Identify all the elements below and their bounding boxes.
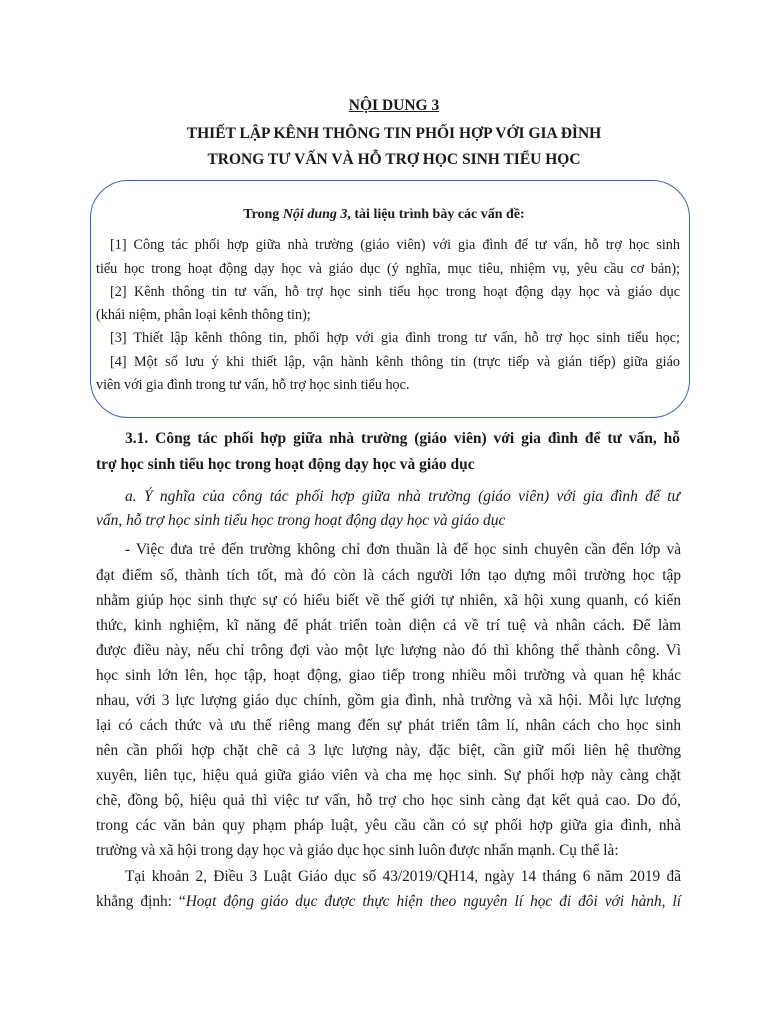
section-title-line-2: trợ học sinh tiểu học trong hoạt động dạy học và giáo dục (96, 456, 475, 473)
body-line: nên cần phối hợp chặt chẽ cả 3 lực lượng này, đặc biệt, cần giữ mối liên hệ thường (96, 742, 681, 759)
summary-line: viên với gia đình trong tư vấn, hỗ trợ học sinh tiểu học. (96, 377, 410, 393)
page-title-line-1: THIẾT LẬP KÊNH THÔNG TIN PHỐI HỢP VỚI GIA ĐÌNH (186, 125, 602, 142)
summary-line: [3] Thiết lập kênh thông tin, phối hợp với gia đình trong tư vấn, hỗ trợ học sinh tiểu học; (110, 330, 680, 346)
body-line: trong các văn bản quy phạm pháp luật, yêu cầu cần có sự phối hợp giữa gia đình, nhà (96, 817, 681, 834)
summary-intro-prefix: Trong (243, 207, 283, 222)
body-line: trường và xã hội trong dạy học và giáo dục học sinh luôn được nhấn mạnh. Cụ thể là: (96, 842, 619, 859)
body-line: thức, kinh nghiệm, kĩ năng để phát triển toàn diện cả về trí tuệ và nhân cách. Để làm (96, 617, 681, 634)
content-label: NỘI DUNG 3 (348, 97, 440, 114)
section-title-line-1: 3.1. Công tác phối hợp giữa nhà trường (giáo viên) với gia đình để tư vấn, hỗ (125, 430, 680, 447)
summary-line: [1] Công tác phối hợp giữa nhà trường (giáo viên) với gia đình để tư vấn, hỗ trợ học sinh (110, 237, 680, 253)
summary-line: tiểu học trong hoạt động dạy học và giáo dục (ý nghĩa, mục tiêu, nhiệm vụ, yêu cầu cơ bản); (96, 261, 680, 277)
summary-intro-suffix: , tài liệu trình bày các vấn đề: (347, 207, 525, 222)
subsection-title-line-1: a. Ý nghĩa của công tác phối hợp giữa nhà trường (giáo viên) với gia đình để tư (125, 488, 680, 505)
body-quote-prefix: khẳng định: “ (96, 893, 186, 910)
summary-intro-emph: Nội dung 3 (282, 207, 348, 222)
body-line: - Việc đưa trẻ đến trường không chỉ đơn thuần là để học sinh chuyên cần đến lớp và (125, 541, 681, 558)
summary-line: (khái niệm, phân loại kênh thông tin); (96, 307, 311, 323)
summary-intro (0, 207, 768, 223)
body-line: nhau, với 3 lực lượng giáo dục chính, gồm gia đình, nhà trường và xã hội. Mỗi lực lượng (96, 692, 681, 709)
body-line: đạt điểm số, thành tích tốt, mà đó còn là cách người lớn tạo dựng môi trường học tập (96, 567, 681, 584)
body-line: nhằm giúp học sinh thực sự có hiểu biết về thế giới tự nhiên, xã hội xung quanh, có kiến (96, 592, 681, 609)
summary-line: [4] Một số lưu ý khi thiết lập, vận hành kênh thông tin (trực tiếp và gián tiếp) giữa giáo (110, 354, 680, 370)
body-quote-text: Hoạt động giáo dục được thực hiện theo nguyên lí học đi đôi với hành, lí (185, 893, 681, 910)
body-line: xuyên, liên tục, hiệu quả giữa giáo viên và cha mẹ học sinh. Sự phối hợp này càng chặt (96, 767, 681, 784)
body-line: lại có cách thức và ưu thế riêng mang đến sự phát triển tâm lí, nhân cách cho học sinh (96, 717, 681, 734)
body-line: Tại khoản 2, Điều 3 Luật Giáo dục số 43/2019/QH14, ngày 14 tháng 6 năm 2019 đã (125, 868, 681, 885)
body-line: được điều này, nếu chỉ trông đợi vào một lực lượng nào đó thì không thể thành công. Vì (96, 642, 681, 659)
body-line: học sinh lớn lên, học tập, hoạt động, giao tiếp trong nhiều môi trường và quan hệ khác (96, 667, 681, 684)
subsection-title-line-2: vấn, hỗ trợ học sinh tiểu học trong hoạt động dạy học và giáo dục (96, 512, 506, 529)
summary-line: [2] Kênh thông tin tư vấn, hỗ trợ học sinh tiểu học trong hoạt động dạy học và giáo dục (110, 284, 680, 300)
body-line (96, 892, 681, 912)
body-line: chẽ, đồng bộ, hiệu quả thì việc tư vấn, hỗ trợ cho học sinh càng đạt kết quả cao. Do đó, (96, 792, 681, 809)
page-title-line-2: TRONG TƯ VẤN VÀ HỖ TRỢ HỌC SINH TIỂU HỌC (207, 151, 581, 168)
